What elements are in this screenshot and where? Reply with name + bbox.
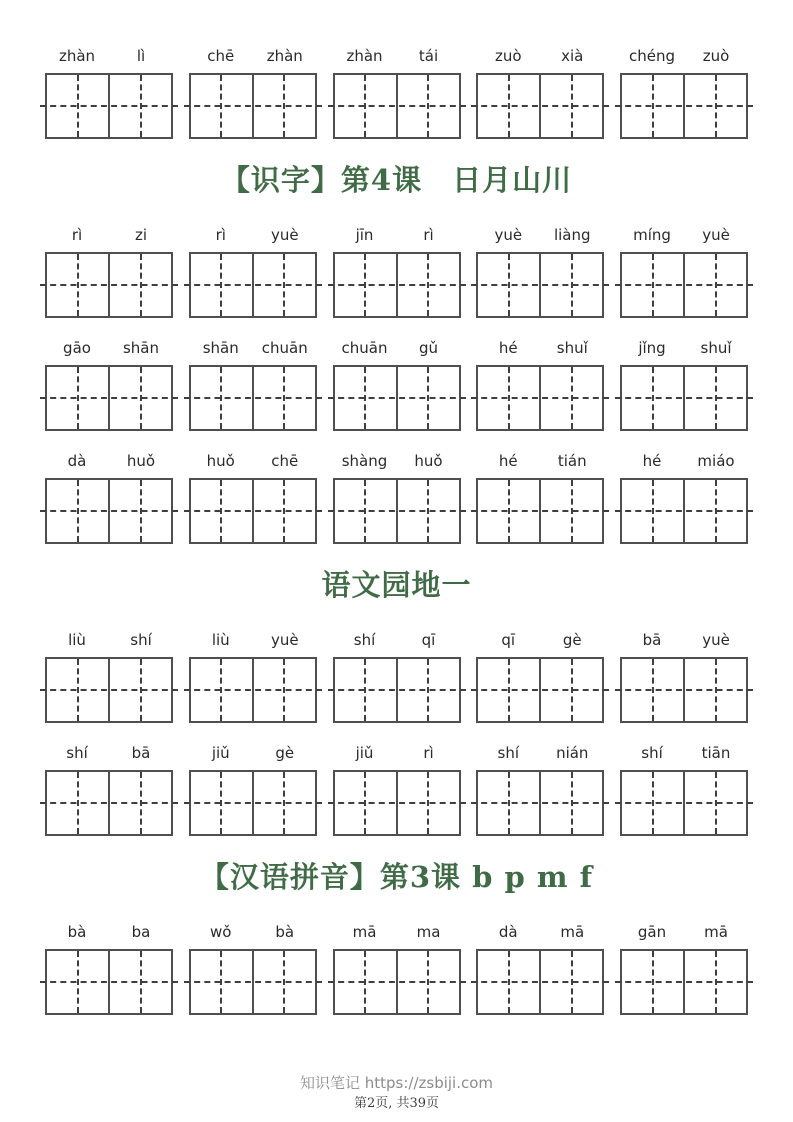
pinyin-syllable: zhàn xyxy=(266,47,303,65)
practice-cell xyxy=(539,480,602,542)
practice-cell xyxy=(47,659,108,721)
practice-cell xyxy=(108,480,171,542)
word-group xyxy=(45,743,173,836)
pinyin-syllable: zhàn xyxy=(58,47,96,65)
pinyin-syllable: yuè xyxy=(270,631,299,649)
pinyin-syllable: mā xyxy=(704,923,728,941)
practice-cell xyxy=(622,75,683,137)
pinyin-syllable: chē xyxy=(207,47,235,65)
practice-cell xyxy=(622,951,683,1013)
writing-grid xyxy=(189,657,317,723)
pinyin-word-row xyxy=(45,922,748,1015)
pinyin-syllable: hé xyxy=(498,452,518,470)
practice-cell xyxy=(191,75,252,137)
pinyin-labels xyxy=(333,630,461,650)
writing-grid xyxy=(476,949,604,1015)
practice-cell xyxy=(396,951,459,1013)
writing-grid xyxy=(620,252,748,318)
practice-cell xyxy=(252,480,315,542)
pinyin-syllable: wǒ xyxy=(210,923,232,941)
practice-cell xyxy=(683,659,746,721)
pinyin-syllable: lì xyxy=(136,47,146,65)
pinyin-syllable: gāo xyxy=(63,339,91,357)
pinyin-labels xyxy=(620,225,748,245)
pinyin-labels xyxy=(476,922,604,942)
word-group xyxy=(620,630,748,723)
pinyin-word-row xyxy=(45,630,748,723)
pinyin-labels xyxy=(620,630,748,650)
word-group xyxy=(189,451,317,544)
practice-cell xyxy=(252,772,315,834)
word-group xyxy=(189,922,317,1015)
pinyin-labels xyxy=(476,46,604,66)
practice-cell xyxy=(335,75,396,137)
pinyin-syllable: jiǔ xyxy=(211,744,230,762)
word-group xyxy=(476,630,604,723)
pinyin-syllable: yuè xyxy=(702,226,730,244)
pinyin-syllable: huǒ xyxy=(206,452,235,470)
pinyin-syllable: shān xyxy=(122,339,160,357)
practice-cell xyxy=(539,367,602,429)
footer-page-number: 第2页, 共39页 xyxy=(353,1096,440,1111)
word-group xyxy=(620,451,748,544)
pinyin-labels xyxy=(333,338,461,358)
word-group xyxy=(476,46,604,139)
pinyin-labels xyxy=(189,338,317,358)
practice-cell xyxy=(335,254,396,316)
word-group xyxy=(45,225,173,318)
pinyin-syllable: hé xyxy=(498,339,518,357)
pinyin-syllable: qī xyxy=(501,631,516,649)
practice-cell xyxy=(335,480,396,542)
pinyin-labels xyxy=(476,338,604,358)
word-group xyxy=(45,451,173,544)
pinyin-syllable: yuè xyxy=(702,631,730,649)
word-group xyxy=(476,922,604,1015)
practice-cell xyxy=(252,75,315,137)
writing-grid xyxy=(476,73,604,139)
pinyin-syllable: chuān xyxy=(261,339,308,357)
pinyin-syllable: shān xyxy=(202,339,239,357)
section-heading: 【汉语拼音】第3课 b p m f xyxy=(199,860,594,894)
pinyin-syllable: zuò xyxy=(702,47,730,65)
writing-grid xyxy=(189,252,317,318)
practice-cell xyxy=(108,367,171,429)
pinyin-syllable: qī xyxy=(421,631,436,649)
pinyin-syllable: chuān xyxy=(341,339,388,357)
pinyin-syllable: bā xyxy=(642,631,662,649)
pinyin-labels xyxy=(333,225,461,245)
practice-cell xyxy=(622,254,683,316)
writing-grid xyxy=(476,252,604,318)
practice-cell xyxy=(191,659,252,721)
practice-cell xyxy=(47,75,108,137)
pinyin-labels xyxy=(45,46,173,66)
word-group xyxy=(333,630,461,723)
writing-grid xyxy=(189,478,317,544)
word-group xyxy=(333,922,461,1015)
pinyin-syllable: mā xyxy=(352,923,377,941)
word-group xyxy=(476,743,604,836)
pinyin-syllable: liàng xyxy=(553,226,591,244)
pinyin-labels xyxy=(189,922,317,942)
pinyin-syllable: liù xyxy=(68,631,86,649)
pinyin-syllable: shuǐ xyxy=(700,339,732,357)
section-heading: 语文园地一 xyxy=(321,568,472,602)
practice-cell xyxy=(539,772,602,834)
word-group xyxy=(189,743,317,836)
practice-cell xyxy=(622,659,683,721)
pinyin-syllable: rì xyxy=(423,226,434,244)
pinyin-syllable: gǔ xyxy=(418,339,439,357)
practice-cell xyxy=(191,254,252,316)
pinyin-labels xyxy=(476,743,604,763)
pinyin-syllable: chéng xyxy=(628,47,675,65)
pinyin-syllable: yuè xyxy=(270,226,299,244)
practice-cell xyxy=(252,951,315,1013)
pinyin-syllable: rì xyxy=(71,226,83,244)
pinyin-syllable: bā xyxy=(131,744,151,762)
writing-grid xyxy=(620,365,748,431)
word-group xyxy=(333,743,461,836)
practice-cell xyxy=(539,951,602,1013)
writing-grid xyxy=(189,949,317,1015)
practice-cell xyxy=(47,951,108,1013)
pinyin-syllable: gān xyxy=(637,923,667,941)
pinyin-labels xyxy=(45,225,173,245)
pinyin-syllable: chē xyxy=(271,452,299,470)
practice-cell xyxy=(683,367,746,429)
practice-cell xyxy=(478,659,539,721)
practice-cell xyxy=(478,75,539,137)
practice-cell xyxy=(108,254,171,316)
writing-grid xyxy=(45,478,173,544)
writing-grid xyxy=(45,252,173,318)
writing-grid xyxy=(45,949,173,1015)
word-group xyxy=(45,338,173,431)
pinyin-labels xyxy=(45,922,173,942)
pinyin-labels xyxy=(476,630,604,650)
pinyin-syllable: rì xyxy=(215,226,226,244)
word-group xyxy=(333,338,461,431)
pinyin-labels xyxy=(189,630,317,650)
pinyin-syllable: tiān xyxy=(701,744,731,762)
practice-cell xyxy=(191,367,252,429)
pinyin-labels xyxy=(476,451,604,471)
practice-cell xyxy=(683,951,746,1013)
pinyin-labels xyxy=(620,338,748,358)
word-group xyxy=(333,225,461,318)
writing-grid xyxy=(189,365,317,431)
word-group xyxy=(620,922,748,1015)
writing-grid xyxy=(333,949,461,1015)
word-group xyxy=(476,225,604,318)
practice-cell xyxy=(622,367,683,429)
practice-cell xyxy=(335,659,396,721)
writing-grid xyxy=(189,73,317,139)
pinyin-labels xyxy=(620,743,748,763)
writing-grid xyxy=(476,770,604,836)
pinyin-word-row xyxy=(45,743,748,836)
practice-cell xyxy=(622,772,683,834)
pinyin-syllable: shí xyxy=(353,631,376,649)
pinyin-syllable: dà xyxy=(67,452,87,470)
pinyin-syllable: ma xyxy=(416,923,441,941)
pinyin-syllable: mā xyxy=(560,923,585,941)
pinyin-syllable: tián xyxy=(557,452,587,470)
practice-cell xyxy=(683,254,746,316)
practice-cell xyxy=(478,254,539,316)
writing-grid xyxy=(333,365,461,431)
pinyin-syllable: ba xyxy=(131,923,151,941)
worksheet-body xyxy=(0,46,793,1015)
practice-cell xyxy=(396,772,459,834)
pinyin-word-row xyxy=(45,338,748,431)
word-group xyxy=(189,338,317,431)
page-footer xyxy=(0,1074,793,1112)
writing-grid xyxy=(476,365,604,431)
practice-cell xyxy=(108,659,171,721)
pinyin-syllable: jiǔ xyxy=(355,744,374,762)
pinyin-syllable: tái xyxy=(418,47,439,65)
pinyin-labels xyxy=(189,743,317,763)
writing-grid xyxy=(476,478,604,544)
practice-cell xyxy=(47,480,108,542)
practice-cell xyxy=(683,75,746,137)
practice-cell xyxy=(478,772,539,834)
writing-grid xyxy=(45,770,173,836)
pinyin-syllable: zi xyxy=(134,226,148,244)
pinyin-syllable: hé xyxy=(642,452,662,470)
pinyin-labels xyxy=(189,451,317,471)
pinyin-syllable: bà xyxy=(275,923,295,941)
pinyin-syllable: shí xyxy=(497,744,519,762)
pinyin-labels xyxy=(189,225,317,245)
writing-grid xyxy=(620,949,748,1015)
pinyin-syllable: gè xyxy=(275,744,295,762)
pinyin-syllable: zuò xyxy=(494,47,522,65)
writing-grid xyxy=(189,770,317,836)
pinyin-word-row xyxy=(45,46,748,139)
writing-grid xyxy=(333,478,461,544)
practice-cell xyxy=(47,254,108,316)
practice-cell xyxy=(335,951,396,1013)
pinyin-syllable: gè xyxy=(562,631,582,649)
practice-cell xyxy=(622,480,683,542)
pinyin-labels xyxy=(333,451,461,471)
practice-cell xyxy=(539,659,602,721)
pinyin-labels xyxy=(620,46,748,66)
practice-cell xyxy=(396,254,459,316)
pinyin-labels xyxy=(333,743,461,763)
practice-cell xyxy=(252,254,315,316)
word-group xyxy=(45,922,173,1015)
practice-cell xyxy=(108,772,171,834)
writing-grid xyxy=(45,73,173,139)
pinyin-labels xyxy=(45,630,173,650)
pinyin-syllable: jǐng xyxy=(638,339,666,357)
pinyin-labels xyxy=(476,225,604,245)
practice-cell xyxy=(478,367,539,429)
pinyin-syllable: nián xyxy=(556,744,589,762)
writing-grid xyxy=(45,657,173,723)
word-group xyxy=(620,225,748,318)
pinyin-syllable: xià xyxy=(561,47,584,65)
pinyin-syllable: miáo xyxy=(697,452,735,470)
word-group xyxy=(620,338,748,431)
writing-grid xyxy=(333,252,461,318)
word-group xyxy=(620,743,748,836)
writing-grid xyxy=(333,73,461,139)
pinyin-labels xyxy=(333,922,461,942)
pinyin-word-row xyxy=(45,225,748,318)
practice-cell xyxy=(539,75,602,137)
pinyin-syllable: huǒ xyxy=(414,452,443,470)
pinyin-syllable: shàng xyxy=(341,452,388,470)
practice-cell xyxy=(191,951,252,1013)
pinyin-labels xyxy=(45,743,173,763)
pinyin-labels xyxy=(620,451,748,471)
word-group xyxy=(333,451,461,544)
word-group xyxy=(45,630,173,723)
practice-cell xyxy=(108,951,171,1013)
pinyin-syllable: shí xyxy=(130,631,152,649)
practice-cell xyxy=(191,772,252,834)
practice-cell xyxy=(252,659,315,721)
word-group xyxy=(189,46,317,139)
pinyin-syllable: rì xyxy=(423,744,434,762)
pinyin-labels xyxy=(333,46,461,66)
practice-cell xyxy=(683,772,746,834)
section-heading: 【识字】第4课 日月山川 xyxy=(220,163,573,197)
practice-cell xyxy=(478,480,539,542)
pinyin-labels xyxy=(620,922,748,942)
practice-cell xyxy=(396,659,459,721)
writing-grid xyxy=(620,770,748,836)
pinyin-syllable: jīn xyxy=(355,226,374,244)
pinyin-syllable: liù xyxy=(211,631,230,649)
practice-cell xyxy=(335,367,396,429)
word-group xyxy=(189,630,317,723)
pinyin-syllable: yuè xyxy=(494,226,523,244)
practice-cell xyxy=(683,480,746,542)
writing-grid xyxy=(620,478,748,544)
practice-cell xyxy=(478,951,539,1013)
pinyin-labels xyxy=(45,338,173,358)
writing-grid xyxy=(333,657,461,723)
practice-cell xyxy=(539,254,602,316)
practice-cell xyxy=(396,480,459,542)
word-group xyxy=(620,46,748,139)
pinyin-syllable: shí xyxy=(641,744,663,762)
writing-grid xyxy=(476,657,604,723)
pinyin-syllable: dà xyxy=(498,923,518,941)
writing-grid xyxy=(45,365,173,431)
word-group xyxy=(45,46,173,139)
pinyin-word-row xyxy=(45,451,748,544)
practice-cell xyxy=(252,367,315,429)
writing-grid xyxy=(620,657,748,723)
practice-cell xyxy=(108,75,171,137)
pinyin-syllable: bà xyxy=(67,923,87,941)
practice-cell xyxy=(191,480,252,542)
pinyin-syllable: shí xyxy=(66,744,88,762)
word-group xyxy=(476,451,604,544)
pinyin-syllable: shuǐ xyxy=(556,339,588,357)
word-group xyxy=(476,338,604,431)
pinyin-syllable: huǒ xyxy=(126,452,156,470)
pinyin-labels xyxy=(189,46,317,66)
practice-cell xyxy=(396,367,459,429)
writing-grid xyxy=(620,73,748,139)
pinyin-syllable: míng xyxy=(633,226,671,244)
practice-cell xyxy=(47,772,108,834)
practice-cell xyxy=(47,367,108,429)
pinyin-labels xyxy=(45,451,173,471)
practice-cell xyxy=(396,75,459,137)
practice-cell xyxy=(335,772,396,834)
writing-grid xyxy=(333,770,461,836)
footer-site-link: 知识笔记 https://zsbiji.com xyxy=(299,1074,494,1092)
pinyin-syllable: zhàn xyxy=(346,47,383,65)
word-group xyxy=(333,46,461,139)
word-group xyxy=(189,225,317,318)
